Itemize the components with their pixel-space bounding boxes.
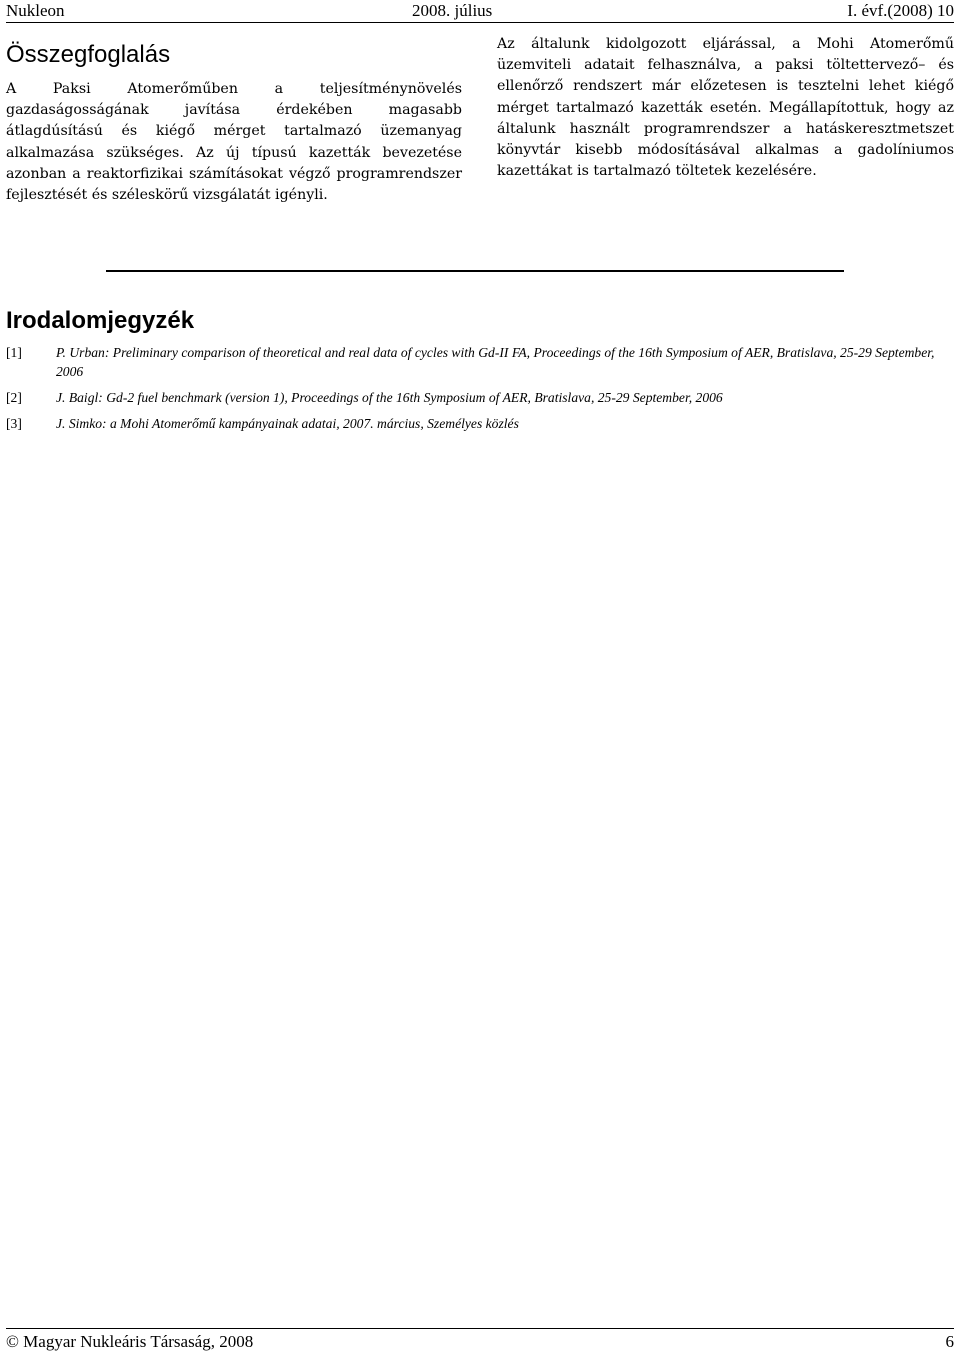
summary-right-paragraph: Az általunk kidolgozott eljárással, a Mohi Atomerőmű üzemviteli adatait felhasználva, a paksi töltettervező– és ellenőrző rendszert már előzetesen is tesztelni lehet kiégő mérget tartalmazó kazetták esetén. Megállapítottuk, hogy az általunk használt programrendszer a hatáskeresztmetszet könyvtár kisebb módosításával alkalmas a gadolíniumos kazettákat is tartalmazó töltetek kezelésére.	[497, 36, 954, 180]
header-rule	[6, 22, 954, 23]
summary-title: Összegfoglalás	[6, 41, 171, 68]
reference-number: [1]	[6, 345, 22, 360]
reference-item	[6, 414, 954, 433]
reference-text: J. Simko: a Mohi Atomerőmű kampányainak adatai, 2007. március, Személyes közlés	[56, 416, 519, 431]
page-number: 6	[945, 1332, 954, 1351]
reference-number: [2]	[6, 390, 22, 405]
summary-right-column	[497, 34, 954, 182]
issue-date: 2008. július	[412, 1, 493, 20]
copyright-notice: © Magyar Nukleáris Társaság, 2008	[6, 1332, 254, 1351]
section-divider	[106, 270, 844, 272]
reference-item	[6, 343, 954, 381]
journal-name: Nukleon	[6, 1, 65, 20]
references-title: Irodalomjegyzék	[6, 307, 195, 334]
reference-text: P. Urban: Preliminary comparison of theoretical and real data of cycles with Gd-II FA, Proceedings of the 16th Symposium of AER, Bratislava, 25-29 September, 2006	[56, 345, 935, 379]
summary-left-column	[6, 40, 462, 206]
page-footer	[6, 1331, 954, 1353]
page-header	[6, 0, 954, 22]
issue-volume: I. évf.(2008) 10	[847, 1, 954, 20]
footer-rule	[6, 1328, 954, 1329]
reference-item	[6, 388, 954, 407]
reference-number: [3]	[6, 416, 22, 431]
references-list	[6, 343, 954, 440]
summary-left-paragraph: A Paksi Atomerőműben a teljesítménynövelés gazdaságosságának javítása érdekében magasabb átlagdúsítású és kiégő mérget tartalmazó üzemanyag alkalmazása szükséges. Az új típusú kazetták bevezetése azonban a reaktorfizikai számításokat végző programrendszer fejlesztését és széleskörű vizsgálatát igényli.	[6, 81, 462, 204]
reference-text: J. Baigl: Gd-2 fuel benchmark (version 1), Proceedings of the 16th Symposium of AER, Bratislava, 25-29 September, 2006	[56, 390, 723, 405]
